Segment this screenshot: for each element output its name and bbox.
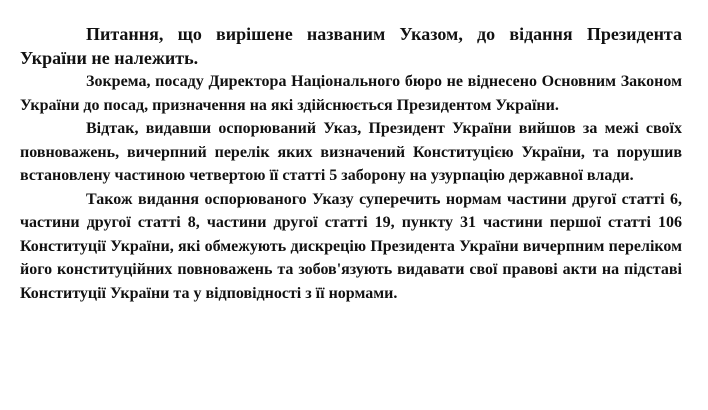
document-body <box>20 22 682 305</box>
paragraph-4: Також видання оспорюваного Указу суперечить нормам частини другої статті 6, частини другої статті 8, частини другої статті 19, пункту 31 частини першої статті 106 Конституції України, які обмежують дискрецію Президента України вичерпним переліком його конституційних повноважень та зобов'язують видавати свої правові акти на підставі Конституції України та у відповідності з її нормами. <box>20 190 682 302</box>
paragraph-1: Питання, що вирішене названим Указом, до відання Президента України не належить. <box>20 24 682 68</box>
paragraph-3: Відтак, видавши оспорюваний Указ, Президент України вийшов за межі своїх повноважень, вичерпний перелік яких визначений Конституцією України, та порушив встановлену частиною четвертою її статті 5 заборону на узурпацію державної влади. <box>20 120 682 184</box>
paragraph-2: Зокрема, посаду Директора Національного бюро не віднесено Основним Законом України до посад, призначення на які здійснюється Президентом України. <box>20 73 682 114</box>
